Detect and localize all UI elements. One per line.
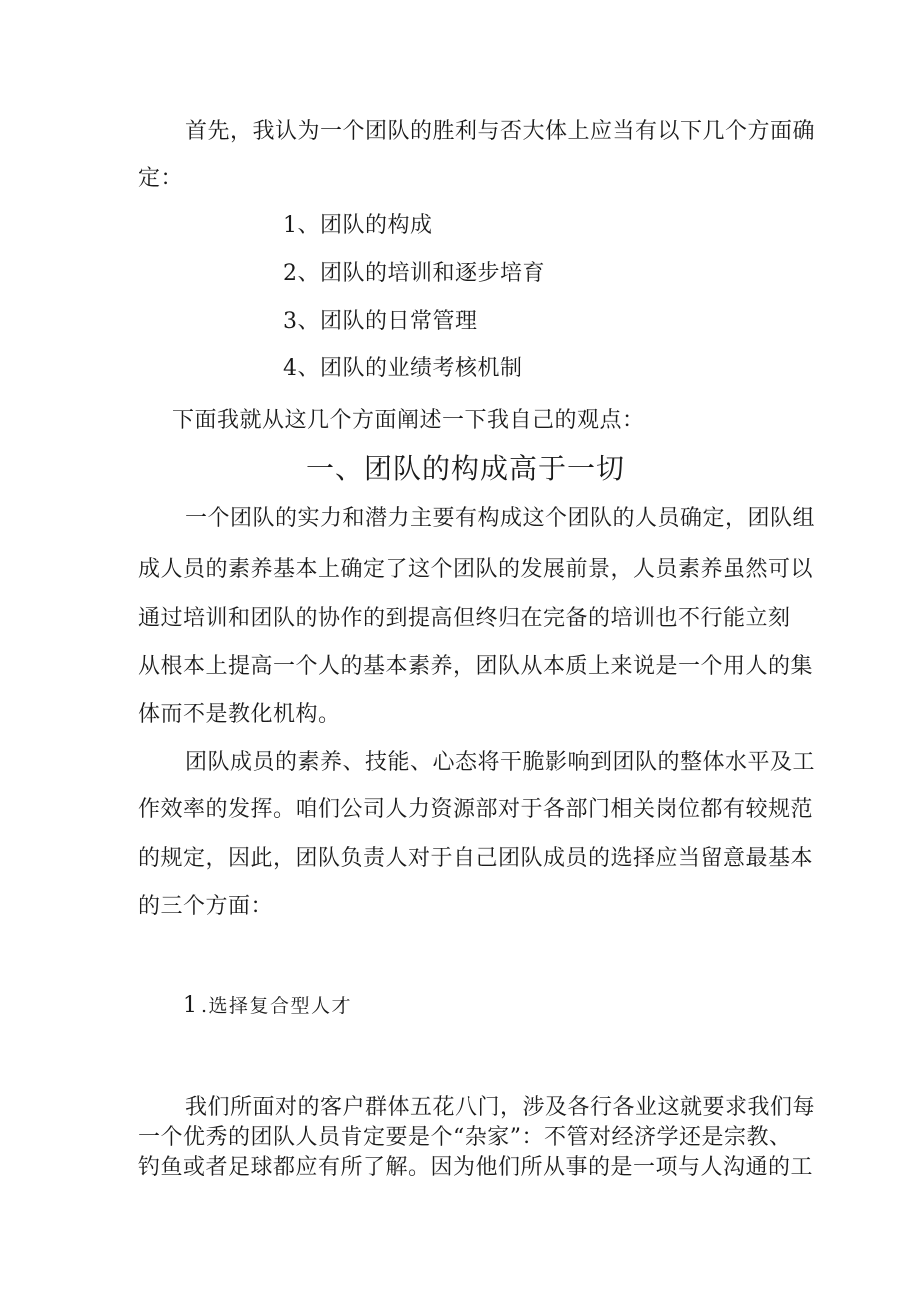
paragraph-line: 的三个方面： bbox=[138, 894, 274, 919]
subsection-title: .选择复合型人才 bbox=[201, 995, 353, 1017]
intro-line-1: 首先，我认为一个团队的胜利与否大体上应当有以下几个方面确 bbox=[185, 119, 816, 144]
paragraph-line: 钓鱼或者足球都应有所了解。因为他们所从事的是一项与人沟通的工 bbox=[138, 1155, 814, 1180]
list-item: 3、团队的日常管理 bbox=[283, 309, 478, 334]
subsection-number: 1 bbox=[183, 993, 197, 1018]
paragraph-line: 一个团队的实力和潜力主要有构成这个团队的人员确定，团队组 bbox=[185, 506, 816, 531]
paragraph-line: 一个优秀的团队人员肯定要是个“杂家”：不管对经济学还是宗教、 bbox=[138, 1125, 792, 1150]
list-item: 1、团队的构成 bbox=[283, 213, 433, 238]
paragraph-line: 的规定，因此，团队负责人对于自己团队成员的选择应当留意最基本 bbox=[138, 846, 814, 871]
list-item: 2、团队的培训和逐步培育 bbox=[283, 261, 545, 286]
paragraph-line: 从根本上提高一个人的基本素养，团队从本质上来说是一个用人的集 bbox=[138, 654, 814, 679]
subsection-heading bbox=[183, 995, 352, 1017]
paragraph-line: 作效率的发挥。咱们公司人力资源部对于各部门相关岗位都有较规范 bbox=[138, 797, 814, 822]
list-item: 4、团队的业绩考核机制 bbox=[283, 356, 523, 381]
section-heading: 一、团队的构成高于一切 bbox=[306, 452, 626, 485]
paragraph-line: 成人员的素养基本上确定了这个团队的发展前景，人员素养虽然可以 bbox=[138, 557, 814, 582]
intro-line-2: 定： bbox=[138, 166, 184, 191]
lead-in-text: 下面我就从这几个方面阐述一下我自己的观点： bbox=[172, 408, 645, 433]
paragraph-line: 我们所面对的客户群体五花八门，涉及各行各业这就要求我们每 bbox=[185, 1095, 816, 1120]
paragraph-line: 通过培训和团队的协作的到提高但终归在完备的培训也不行能立刻 bbox=[138, 606, 791, 631]
paragraph-line: 团队成员的素养、技能、心态将干脆影响到团队的整体水平及工 bbox=[185, 750, 816, 775]
paragraph-line: 体而不是教化机构。 bbox=[138, 702, 341, 727]
